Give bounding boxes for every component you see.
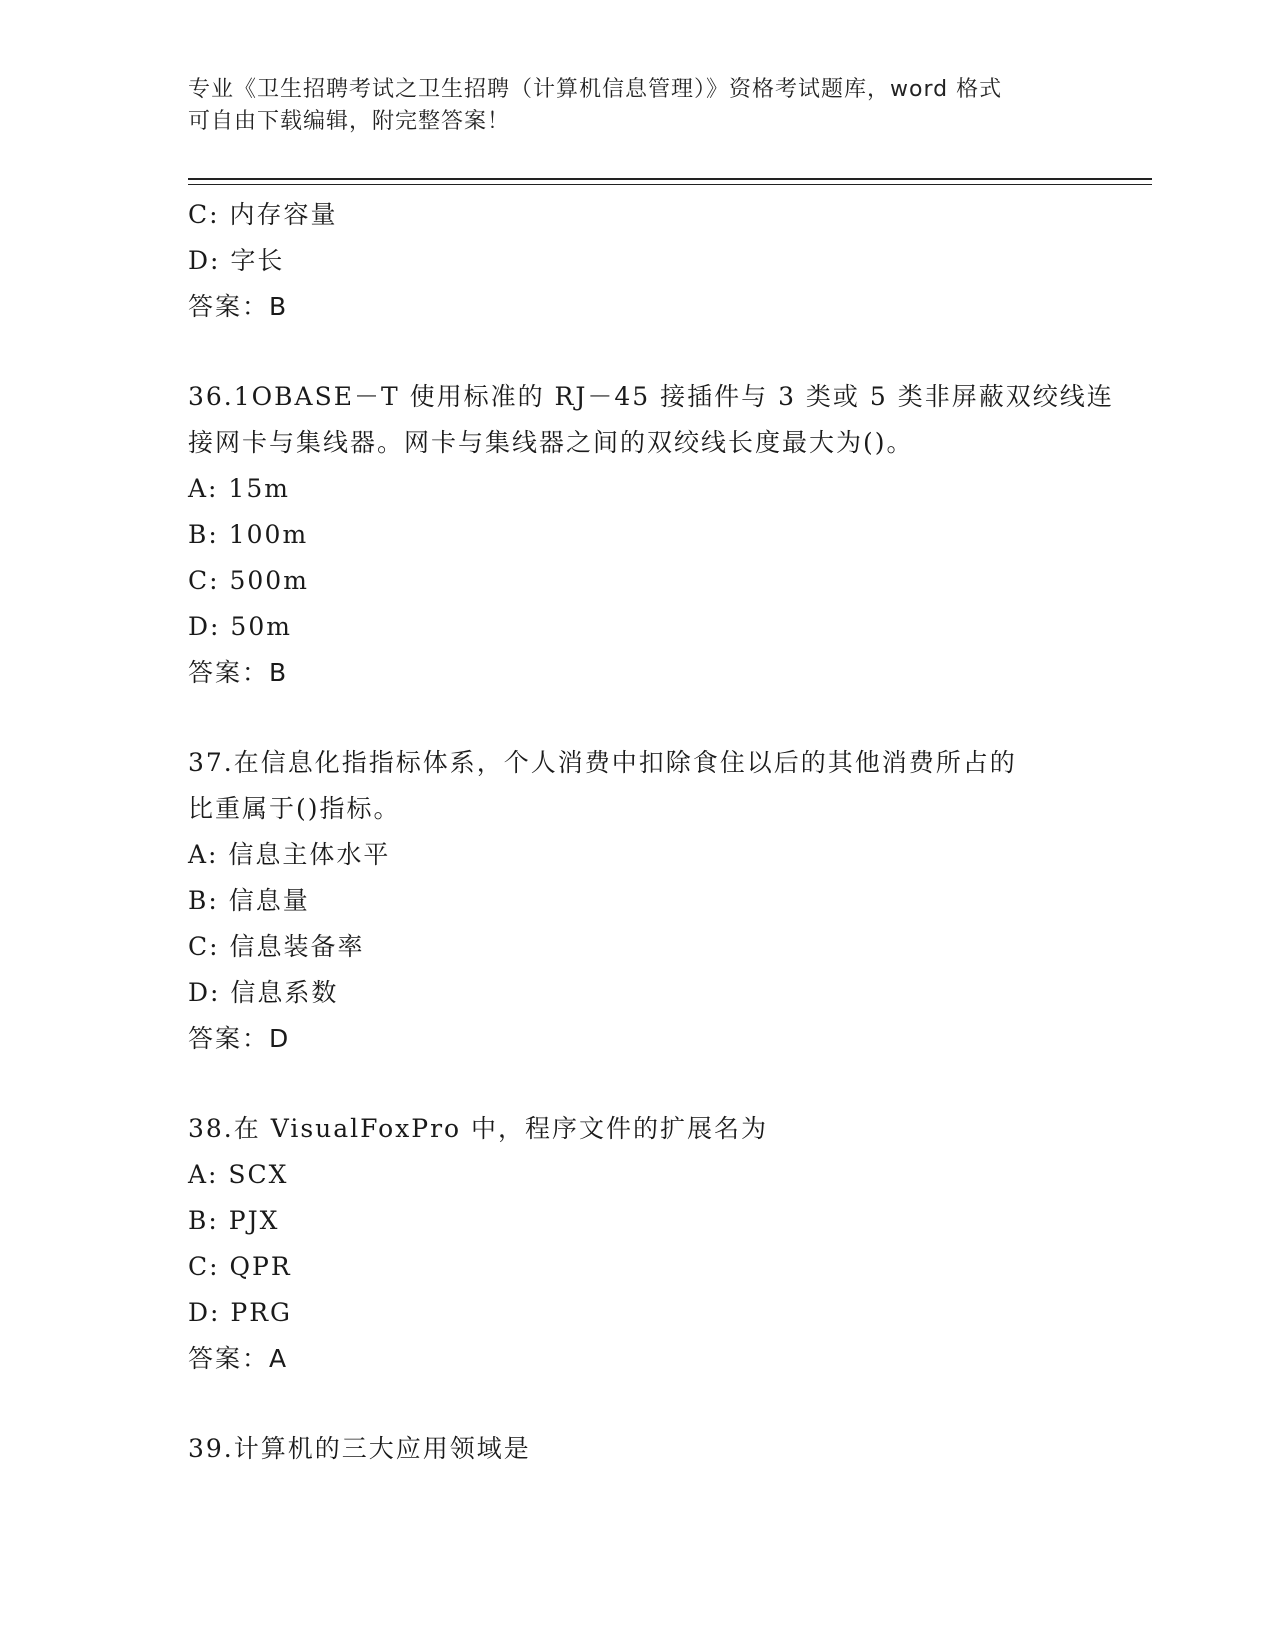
answer-line: 答案：B [188,292,289,321]
option-c: C: 信息装备率 [188,932,365,961]
question-37 [188,740,1088,1062]
question-stem: 36.1OBASE－T 使用标准的 RJ－45 接插件与 3 类或 5 类非屏蔽双绞线连 [188,382,1114,411]
answer-line: 答案：B [188,658,289,687]
spacer [188,696,1088,740]
option-c: C: 500m [188,566,309,595]
option-c: C: 内存容量 [188,200,338,229]
question-stem: 39.计算机的三大应用领域是 [188,1434,531,1463]
spacer [188,1062,1088,1106]
question-stem: 比重属于()指标。 [188,794,401,823]
option-a: A: SCX [188,1160,289,1189]
question-36 [188,374,1114,696]
option-b: B: 信息量 [188,886,310,915]
header-divider-thick [188,178,1152,180]
option-d: D: 字长 [188,246,285,275]
question-38 [188,1106,1088,1382]
document-header [188,74,1088,138]
question-stem: 接网卡与集线器。网卡与集线器之间的双绞线长度最大为()。 [188,428,914,457]
option-a: A: 15m [188,474,290,503]
question-stem: 38.在 VisualFoxPro 中，程序文件的扩展名为 [188,1114,769,1143]
option-d: D: 50m [188,612,292,641]
answer-line: 答案：D [188,1024,291,1053]
header-line-1: 专业《卫生招聘考试之卫生招聘（计算机信息管理）》资格考试题库，word 格式 [188,77,1003,102]
spacer [188,330,1088,374]
option-a: A: 信息主体水平 [188,840,391,869]
answer-line: 答案：A [188,1344,289,1373]
carryover-block [188,192,1088,330]
option-c: C: QPR [188,1252,292,1281]
option-b: B: PJX [188,1206,280,1235]
question-39 [188,1426,1088,1472]
option-b: B: 100m [188,520,309,549]
header-divider-thin [188,184,1152,185]
question-stem: 37.在信息化指指标体系，个人消费中扣除食住以后的其他消费所占的 [188,748,1017,777]
spacer [188,1382,1088,1426]
header-line-2: 可自由下载编辑，附完整答案！ [188,109,511,134]
question-content [188,192,1114,1472]
option-d: D: 信息系数 [188,978,339,1007]
option-d: D: PRG [188,1298,293,1327]
